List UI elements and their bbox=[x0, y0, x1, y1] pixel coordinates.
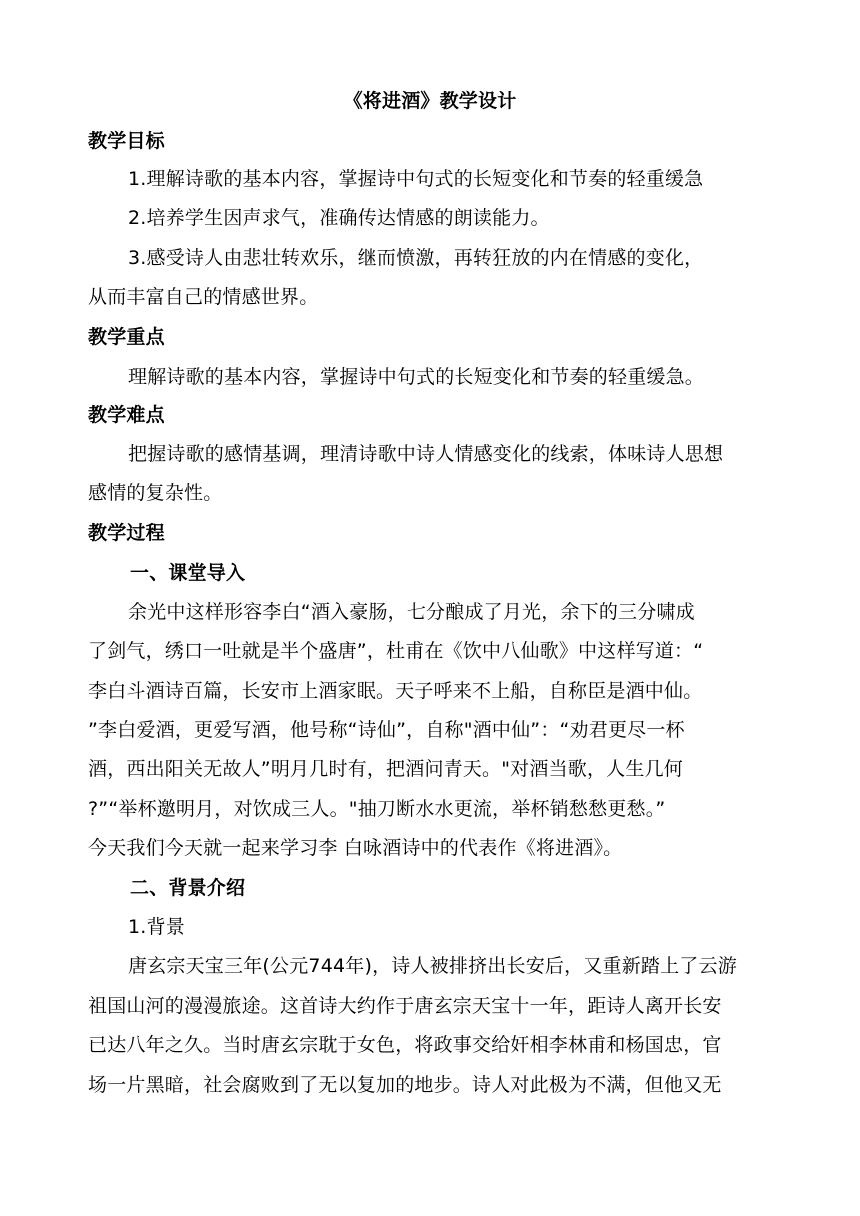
subsection-heading-intro: 一、课堂导入 bbox=[130, 562, 246, 584]
section-heading-objectives: 教学目标 bbox=[88, 130, 165, 152]
intro-paragraph-line: ”李白爱酒，更爱写酒，他号称“诗仙”，自称"酒中仙”：“劝君更尽一杯 bbox=[88, 719, 685, 741]
objective-item-2: 2.培养学生因声求气，准确传达情感的朗读能力。 bbox=[128, 207, 550, 229]
objective-item-1: 1.理解诗歌的基本内容，掌握诗中句式的长短变化和节奏的轻重缓急 bbox=[128, 168, 704, 190]
intro-paragraph-line: 余光中这样形容李白“酒入豪肠，七分酿成了月光，余下的三分啸成 bbox=[128, 601, 695, 623]
background-paragraph-line: 祖国山河的漫漫旅途。这首诗大约作于唐玄宗天宝十一年，距诗人离开长安 bbox=[88, 995, 722, 1017]
background-subheading: 1.背景 bbox=[128, 916, 185, 938]
key-points-text: 理解诗歌的基本内容，掌握诗中句式的长短变化和节奏的轻重缓急。 bbox=[128, 366, 705, 388]
background-paragraph-line: 场一片黑暗，社会腐败到了无以复加的地步。诗人对此极为不满，但他又无 bbox=[88, 1074, 722, 1096]
background-paragraph-line: 已达八年之久。当时唐玄宗耽于女色，将政事交给奸相李林甫和杨国忠，官 bbox=[88, 1034, 722, 1056]
document-title: 《将进酒》教学设计 bbox=[343, 90, 517, 112]
background-paragraph-line: 唐玄宗天宝三年(公元744年)，诗人被排挤出长安后，又重新踏上了云游 bbox=[128, 955, 737, 977]
intro-paragraph-line: 今天我们今天就一起来学习李 白咏酒诗中的代表作《将进酒》。 bbox=[88, 837, 623, 859]
difficulties-text-line-1: 把握诗歌的感情基调，理清诗歌中诗人情感变化的线索，体味诗人思想 bbox=[128, 443, 724, 465]
intro-paragraph-line: 李白斗酒诗百篇，长安市上酒家眠。天子呼来不上船，自称臣是酒中仙。 bbox=[88, 680, 703, 702]
intro-paragraph-line: 了剑气，绣口一吐就是半个盛唐”，杜甫在《饮中八仙歌》中这样写道：“ bbox=[88, 640, 704, 662]
intro-paragraph-line: ?”“举杯邀明月，对饮成三人。"抽刀断水水更流，举杯销愁愁更愁。” bbox=[88, 798, 666, 820]
objective-item-3-line-2: 从而丰富自己的情感世界。 bbox=[88, 286, 319, 308]
section-heading-process: 教学过程 bbox=[88, 522, 165, 544]
section-heading-difficulties: 教学难点 bbox=[88, 404, 165, 426]
difficulties-text-line-2: 感情的复杂性。 bbox=[88, 482, 223, 504]
objective-item-3-line-1: 3.感受诗人由悲壮转欢乐，继而愤激，再转狂放的内在情感的变化， bbox=[128, 247, 704, 269]
subsection-heading-background: 二、背景介绍 bbox=[130, 877, 246, 899]
section-heading-key-points: 教学重点 bbox=[88, 326, 165, 348]
intro-paragraph-line: 酒，西出阳关无故人”明月几时有，把酒问青天。"对酒当歌，人生几何 bbox=[88, 758, 683, 780]
